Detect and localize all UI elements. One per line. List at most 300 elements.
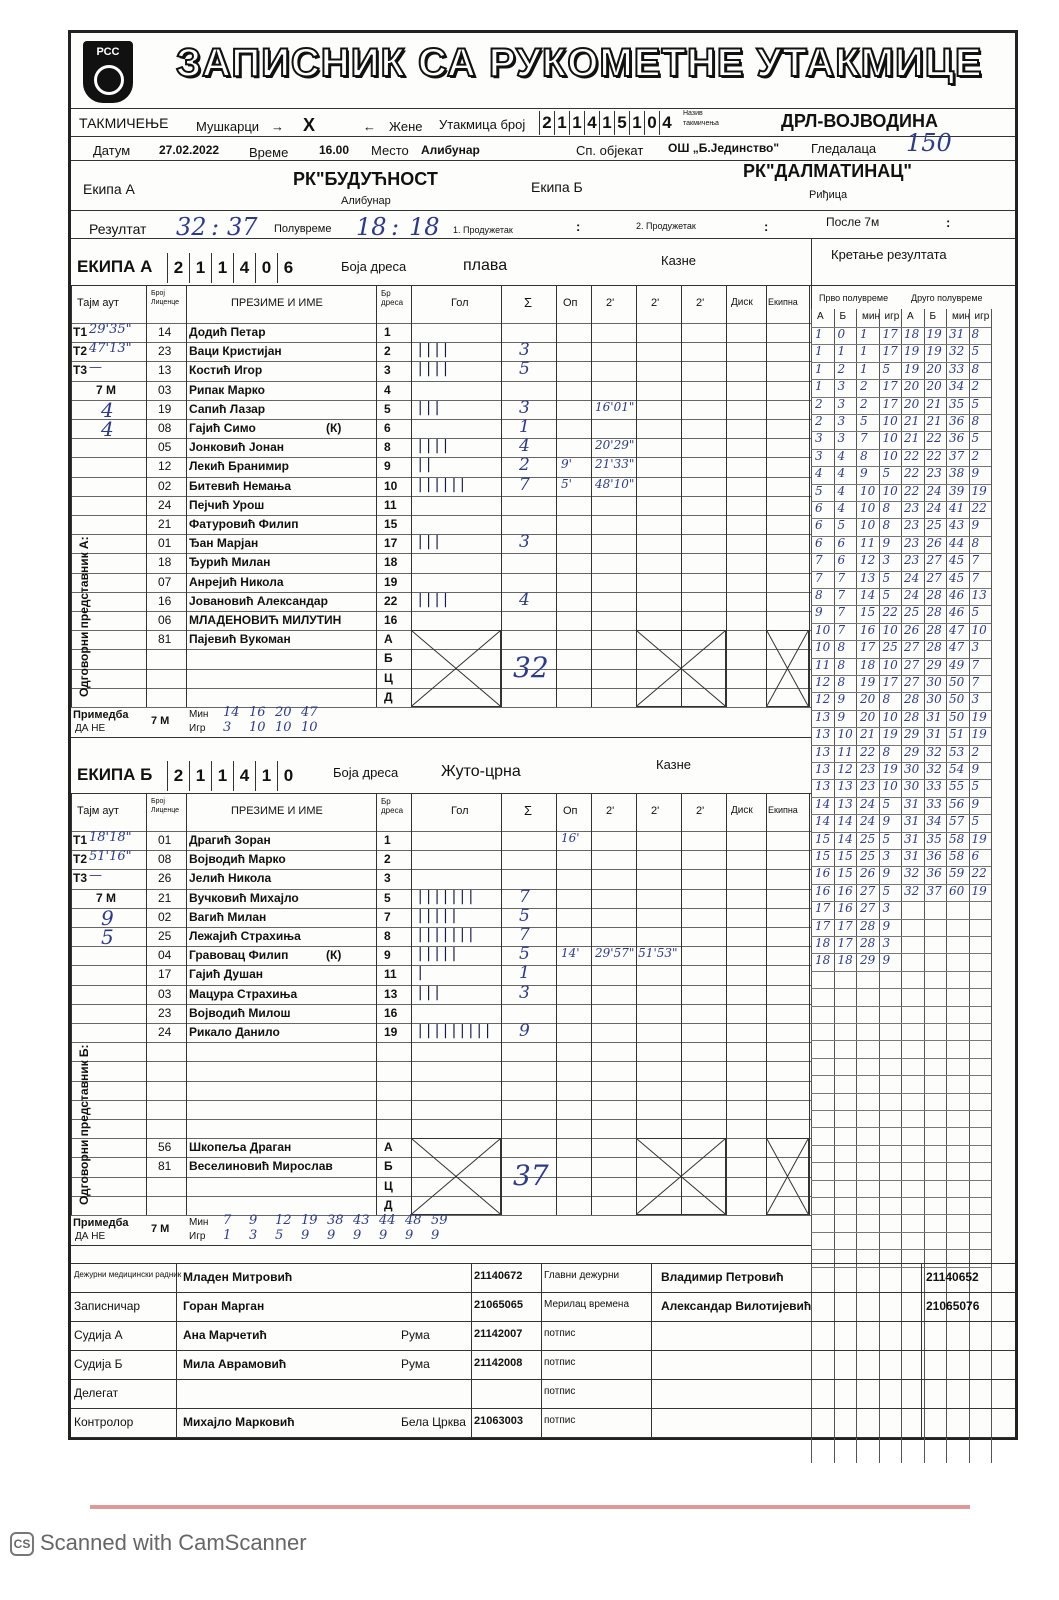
- score-cell: 49: [949, 657, 965, 672]
- team-b-jersey-color-label: Боја дреса: [333, 765, 399, 780]
- team-a-two-min-penalty: 21'33": [595, 457, 635, 472]
- team-code-digit: 6: [277, 253, 299, 283]
- team-a-goals-label: Гол: [451, 297, 469, 309]
- team-b-seven-m-minute: 9: [249, 1213, 258, 1228]
- team-a-warning: 5': [561, 476, 572, 491]
- score-cell: 9: [882, 814, 891, 829]
- score-cell: 45: [949, 570, 965, 585]
- team-a-jersey-color-label: Боја дреса: [341, 259, 407, 274]
- score-cell: 8: [837, 640, 846, 655]
- team-code-digit: 0: [255, 253, 277, 283]
- score-cell: 16: [815, 883, 831, 898]
- team-a-official-letter: А: [384, 632, 393, 647]
- camscanner-icon: CS: [10, 1532, 34, 1556]
- score-cell: 19: [971, 483, 987, 498]
- team-b-two-min-label: 2': [606, 805, 615, 817]
- score-cell: 15: [815, 849, 831, 863]
- score-cell: 25: [860, 849, 876, 863]
- score-cell: 24: [926, 501, 942, 515]
- score-cell: 50: [949, 692, 965, 707]
- score-cell: 10: [882, 779, 898, 794]
- team-b-player-licence: 21: [158, 890, 172, 905]
- team-b-goal-tally: |||||: [416, 946, 459, 963]
- score-cell: 10: [882, 709, 898, 724]
- score-cell: 21: [904, 431, 920, 446]
- team-b-player-name: Лежајић Страхиња: [189, 929, 301, 943]
- score-cell: 17: [837, 918, 853, 933]
- score-cell: 25: [904, 605, 920, 620]
- score-cell: 10: [815, 640, 831, 655]
- competition-name: ДРЛ-ВОЈВОДИНА: [781, 111, 938, 131]
- result-label: Резултат: [89, 221, 147, 237]
- score-cell: 31: [926, 727, 942, 742]
- score-cell: 29: [904, 744, 920, 759]
- official-id: 21063003: [474, 1415, 523, 1427]
- team-a-warning: 9': [561, 457, 572, 472]
- team-b-jersey-color: Жуто-црна: [441, 763, 521, 780]
- score-cell: 8: [971, 361, 980, 376]
- score-cell: 28: [860, 936, 876, 950]
- official-name: Ана Марчетић: [183, 1328, 267, 1342]
- team-b-player-name: Гравовац Филип: [189, 948, 289, 963]
- match-number-digit: 5: [614, 111, 629, 135]
- team-a-label: Екипа А: [83, 181, 135, 197]
- score-cell: 9: [971, 762, 980, 776]
- score-cell: 5: [971, 396, 980, 411]
- team-b-captain-mark: (К): [326, 948, 342, 963]
- score-cell: 1: [860, 344, 868, 359]
- match-number-digit: 0: [644, 111, 659, 135]
- score-cell: 6: [815, 535, 823, 550]
- score-cell: 10: [860, 518, 876, 533]
- women-label: Жене: [389, 119, 423, 134]
- score-cell: 5: [882, 466, 891, 481]
- score-col-header: мин: [952, 311, 970, 322]
- team-a-timeout-value: —: [89, 360, 102, 376]
- score-cell: 13: [815, 709, 831, 724]
- team-a-player-jersey-no: 1: [384, 325, 391, 339]
- score-cell: 5: [837, 518, 846, 533]
- team-b-seven-m-minute: 19: [301, 1213, 318, 1228]
- score-cell: 28: [904, 709, 920, 724]
- team-a-official-letter: Ц: [384, 670, 393, 685]
- score-cell: 16: [837, 883, 853, 898]
- score-cell: 19: [926, 327, 942, 341]
- score-cell: 6: [971, 849, 980, 863]
- team-a-player-jersey-no: 16: [384, 613, 398, 627]
- team-a-goal-sum: 3: [519, 397, 530, 418]
- team-b-goal-sum: 5: [519, 905, 530, 926]
- score-cell: 3: [815, 431, 823, 446]
- score-cell: 17: [882, 327, 898, 341]
- team-b-goal-sum: 7: [519, 925, 530, 945]
- score-cell: 15: [837, 866, 853, 881]
- score-cell: 23: [904, 553, 920, 568]
- after-7m-label: После 7м: [826, 215, 880, 229]
- score-cell: 24: [860, 796, 876, 811]
- official-role-label: Судија Б: [74, 1357, 123, 1371]
- team-a-name-label: ПРЕЗИМЕ И ИМЕ: [231, 297, 323, 309]
- score-cell: 10: [882, 622, 898, 637]
- score-cell: 32: [926, 762, 942, 776]
- team-b-two-min-label: 2': [651, 805, 660, 817]
- score-cell: 13: [971, 588, 987, 602]
- team-a-timeout-label: Тајм аут: [77, 297, 119, 309]
- score-cell: 29: [860, 953, 876, 968]
- official-id: 21142008: [474, 1357, 523, 1369]
- team-b-official-licence: 81: [158, 1159, 172, 1174]
- match-number-digit: 1: [599, 111, 614, 135]
- team-a-player-licence: 08: [158, 421, 172, 435]
- team-b-goal-tally: |||||||: [416, 927, 476, 943]
- date-value: 27.02.2022: [159, 143, 220, 157]
- score-cell: 12: [860, 553, 876, 568]
- team-b-goal-tally: |: [416, 965, 425, 982]
- team-b-player-name: Мацура Страхиња: [189, 986, 298, 1001]
- team-a-player-jersey-no: 15: [384, 517, 398, 531]
- score-cell: 47: [949, 622, 965, 637]
- score-cell: 8: [837, 657, 846, 672]
- team-code-digit: 2: [167, 253, 189, 283]
- team-b-player-jersey-no: 8: [384, 929, 391, 943]
- team-a-player-name: Ђурић Милан: [189, 555, 271, 570]
- score-cell: 6: [837, 535, 846, 550]
- team-b-two-min-penalty: 29'57" 51'53": [595, 946, 678, 961]
- official-city: Рума: [401, 1328, 430, 1342]
- team-b-remark-label: Примедба: [73, 1217, 129, 1229]
- score-cell: 18: [837, 953, 853, 968]
- team-b-goal-sum: 9: [519, 1021, 530, 1041]
- score-cell: 43: [949, 518, 965, 533]
- score-cell: 8: [860, 448, 868, 463]
- match-number-label: Утакмица број: [439, 117, 526, 132]
- men-label: Мушкарци: [196, 119, 260, 134]
- score-cell: 24: [904, 588, 920, 602]
- score-cell: 14: [837, 831, 853, 846]
- team-code-digit: 4: [233, 253, 255, 283]
- second-half-label: Друго полувреме: [911, 293, 983, 303]
- score-cell: 28: [926, 640, 942, 655]
- team-b-official-letter: Б: [384, 1159, 393, 1174]
- team-a-player-name: Анрејић Никола: [189, 574, 284, 589]
- score-cell: 14: [815, 814, 831, 829]
- team-a-goal-sum: 1: [519, 417, 530, 437]
- score-cell: 5: [882, 796, 891, 811]
- team-a-player-licence: 24: [158, 497, 172, 512]
- score-cell: 22: [926, 448, 942, 463]
- score-cell: 19: [971, 709, 987, 724]
- score-cell: 20: [860, 692, 876, 707]
- score-cell: 45: [949, 553, 965, 568]
- score-cell: 1: [815, 379, 823, 394]
- team-a-goal-tally: ||: [416, 457, 433, 474]
- team-a-player-name: Јовановић Александар: [189, 593, 328, 608]
- official-role-label: Контролор: [74, 1415, 134, 1429]
- team-a-two-min-penalty: 20'29": [595, 438, 635, 453]
- team-a-penalties-label: Казне: [661, 253, 697, 268]
- score-cell: 22: [926, 431, 942, 446]
- score-cell: 23: [860, 779, 876, 794]
- team-a-player-name: Додић Петар: [189, 325, 266, 339]
- team-a-player-licence: 16: [158, 593, 172, 608]
- team-b-player-licence: 01: [158, 833, 172, 847]
- score-cell: 17: [882, 675, 898, 689]
- team-b-player-jersey-no: 1: [384, 833, 391, 847]
- score-cell: 6: [815, 518, 823, 533]
- score-cell: 2: [837, 361, 846, 376]
- score-cell: 23: [904, 535, 920, 550]
- team-b-seven-m-minute: 43: [353, 1213, 370, 1228]
- score-cell: 24: [904, 570, 920, 585]
- halftime-a: 18: [356, 213, 387, 241]
- score-cell: 5: [882, 831, 891, 846]
- team-b-player-name: Вучковић Михајло: [189, 890, 299, 905]
- team-a-seven-m-value: 4: [101, 417, 114, 441]
- team-b-goal-tally: |||: [416, 984, 442, 1001]
- team-b-player-licence: 23: [158, 1005, 172, 1020]
- team-a-goal-tally: ||||: [416, 591, 450, 608]
- score-cell: 22: [971, 866, 987, 881]
- score-cell: 13: [837, 779, 853, 794]
- score-cell: 33: [926, 796, 942, 811]
- scanner-watermark: CS Scanned with CamScanner: [10, 1530, 307, 1556]
- team-b-min-label: Мин: [189, 1217, 209, 1228]
- score-cell: 57: [949, 814, 965, 829]
- score-cell: 31: [904, 796, 920, 811]
- score-cell: 26: [860, 866, 876, 881]
- venue-value: ОШ „Б.Јединство": [668, 141, 780, 155]
- score-cell: 5: [971, 431, 980, 446]
- score-cell: 7: [837, 588, 846, 602]
- team-b-player-jersey-no: 7: [384, 909, 391, 924]
- score-cell: 27: [904, 675, 920, 689]
- score-cell: 21: [926, 414, 942, 428]
- team-a-official-letter: Б: [384, 651, 393, 666]
- score-cell: 31: [904, 831, 920, 846]
- score-cell: 9: [971, 518, 980, 533]
- score-cell: 7: [837, 570, 846, 585]
- team-code-digit: 1: [189, 761, 211, 791]
- team-a-goal-sum: 2: [519, 455, 530, 476]
- score-cell: 22: [860, 744, 876, 759]
- score-cell: 1: [860, 361, 868, 376]
- score-cell: 2: [815, 414, 823, 428]
- score-cell: 22: [904, 448, 920, 463]
- score-cell: 7: [971, 657, 980, 672]
- score-cell: 13: [860, 570, 876, 585]
- time-label: Време: [249, 145, 289, 160]
- first-half-label: Прво полувреме: [819, 293, 889, 303]
- score-cell: 54: [949, 762, 965, 776]
- score-cell: 34: [949, 379, 965, 394]
- team-b-seven-m-value: 5: [101, 925, 114, 949]
- score-cell: 6: [837, 553, 846, 568]
- team-b-seven-m-player: 9: [379, 1228, 388, 1243]
- team-a-player-jersey-no: 18: [384, 555, 398, 570]
- score-cell: 36: [926, 849, 942, 863]
- score-cell: 17: [815, 901, 831, 916]
- team-a-player-jersey-no: 2: [384, 344, 391, 359]
- score-cell: 23: [860, 762, 876, 776]
- team-a-seven-m-label: 7 M: [96, 382, 117, 397]
- score-cell: 9: [971, 466, 980, 481]
- team-a-player-licence: 21: [158, 517, 172, 531]
- team-b-warn-label: Оп: [563, 805, 578, 817]
- team-a-seven-m-minute: 14: [223, 705, 240, 720]
- score-cell: 41: [949, 501, 965, 515]
- score-cell: 29: [904, 727, 920, 742]
- team-b-player-jersey-no: 3: [384, 871, 391, 886]
- score-cell: 31: [949, 327, 965, 341]
- official-id-2: 21140652: [926, 1270, 979, 1284]
- score-cell: 5: [882, 570, 891, 585]
- score-cell: 32: [904, 883, 920, 898]
- score-cell: 17: [882, 344, 898, 359]
- team-a-player-jersey-no: 6: [384, 421, 391, 435]
- score-cell: 8: [837, 675, 846, 689]
- score-col-header: игр: [884, 311, 900, 322]
- score-cell: 14: [815, 796, 831, 811]
- score-cell: 21: [860, 727, 876, 742]
- team-a-officials-penalty-cross: [636, 630, 726, 707]
- halftime-label: Полувреме: [274, 223, 332, 235]
- team-a-player-jersey-no: 19: [384, 574, 398, 589]
- team-a-responsible-label: Одговорни представник А:: [77, 536, 91, 697]
- team-b-official-name: Шкопеља Драган: [189, 1140, 292, 1155]
- team-a-two-min-label: 2': [651, 297, 660, 309]
- score-cell: 31: [926, 709, 942, 724]
- time-value: 16.00: [319, 143, 350, 157]
- score-cell: 10: [837, 727, 853, 742]
- team-b-sum-label: Σ: [524, 803, 533, 818]
- score-cell: 9: [815, 605, 823, 620]
- score-cell: 13: [815, 744, 831, 759]
- team-a-goal-sum: 4: [519, 436, 530, 457]
- team-a-seven-m-minute: 47: [301, 705, 318, 720]
- score-cell: 30: [926, 692, 942, 707]
- team-a-goal-sum: 7: [519, 474, 530, 495]
- score-cell: 14: [837, 814, 853, 829]
- team-a-officials-team-cross: [766, 630, 809, 707]
- team-a-goal-tally: |||: [416, 534, 442, 551]
- match-number-digit: 1: [554, 111, 569, 135]
- score-cell: 19: [904, 344, 920, 359]
- score-cell: 5: [882, 588, 891, 602]
- score-cell: 20: [926, 361, 942, 376]
- team-b-player-licence: 26: [158, 871, 172, 886]
- score-cell: 53: [949, 744, 965, 759]
- team-b-seven-m-label: 7 M: [96, 890, 117, 905]
- team-b-player-name: Војводић Милош: [189, 1005, 291, 1020]
- team-b-official-letter: А: [384, 1140, 393, 1155]
- score-cell: 1: [815, 344, 823, 359]
- team-a-official-name: Пајевић Вукоман: [189, 632, 291, 647]
- score-cell: 12: [837, 762, 853, 776]
- score-cell: 7: [815, 553, 823, 568]
- team-a-timeout-value: 29'35": [89, 322, 132, 337]
- team-a-goal-sum: 5: [519, 359, 530, 380]
- team-a-official-licence: 81: [158, 632, 172, 647]
- team-a-timeout-2: T2: [73, 344, 88, 359]
- team-b-label: Екипа Б: [531, 179, 583, 195]
- team-b-remark-yes-no: ДА НЕ: [75, 1231, 106, 1242]
- team-a-seven-m-minute: 20: [275, 705, 292, 720]
- team-b-player-name: Вагић Милан: [189, 909, 267, 924]
- team-b-officials-team-cross: [766, 1138, 809, 1215]
- score-cell: 10: [860, 483, 876, 498]
- federation-logo-icon: РСС: [83, 41, 133, 103]
- score-cell: 10: [882, 483, 898, 498]
- official-role-label-2: Главни дежурни: [544, 1270, 620, 1281]
- score-cell: 36: [949, 414, 965, 428]
- score-cell: 21: [904, 414, 920, 428]
- official-role-label-2: потпис: [544, 1328, 576, 1339]
- score-cell: 5: [971, 779, 980, 794]
- score-cell: 25: [882, 640, 898, 655]
- team-a-city: Алибунар: [341, 195, 391, 207]
- score-cell: 7: [971, 675, 980, 689]
- team-b-seven-m-player: 9: [405, 1228, 414, 1243]
- score-cell: 38: [949, 466, 965, 481]
- team-b-team-pen-label: Екипна: [768, 805, 798, 815]
- team-a-two-min-label: 2': [696, 297, 705, 309]
- team-b-seven-m-minute: 59: [431, 1213, 448, 1228]
- score-cell: 39: [949, 483, 965, 498]
- score-cell: 8: [971, 414, 980, 428]
- team-b-timeout-value: —: [89, 868, 102, 884]
- team-b-igr-label: Игр: [189, 1231, 206, 1242]
- team-a-player-jersey-no: 17: [384, 536, 398, 551]
- score-cell: 8: [882, 518, 891, 533]
- score-cell: 28: [926, 588, 942, 602]
- score-cell: 5: [815, 483, 823, 498]
- team-a-goal-sum: 4: [519, 589, 530, 610]
- overtime-2-label: 2. Продужетак: [636, 221, 696, 231]
- score-cell: 5: [971, 605, 980, 620]
- team-b-officials-goal-cross: [411, 1138, 501, 1215]
- score-cell: 6: [815, 501, 823, 515]
- score-cell: 19: [860, 675, 876, 689]
- team-a-two-min-penalty: 48'10": [595, 476, 635, 491]
- team-a-player-jersey-no: 22: [384, 593, 398, 608]
- score-cell: 28: [926, 605, 942, 620]
- team-a-seven-m-player: 10: [275, 720, 292, 735]
- score-cell: 35: [926, 831, 942, 846]
- match-number-digit: 1: [569, 111, 584, 135]
- score-cell: 11: [837, 744, 853, 759]
- official-role-label: Делегат: [74, 1386, 119, 1400]
- team-a-timeout-3: T3: [73, 363, 88, 378]
- team-a-goal-sum: 3: [519, 340, 530, 361]
- score-cell: 37: [926, 883, 942, 898]
- score-cell: 16: [815, 866, 831, 881]
- score-cell: 33: [949, 361, 965, 376]
- team-b-player-jersey-no: 11: [384, 967, 397, 982]
- score-cell: 10: [815, 622, 831, 637]
- score-cell: 21: [926, 396, 942, 411]
- team-b-warning: 14': [561, 946, 580, 961]
- team-a-seven-m-player: 3: [223, 720, 232, 735]
- team-b-official-licence: 56: [158, 1140, 172, 1155]
- official-city: Бела Црква: [401, 1415, 466, 1429]
- team-b-official-letter: Ц: [384, 1178, 393, 1193]
- team-a-player-licence: 01: [158, 536, 172, 551]
- team-a-goal-tally: |||: [416, 399, 442, 416]
- team-a-heading: ЕКИПА А: [77, 257, 153, 276]
- score-cell: 19: [971, 831, 987, 846]
- team-b-licence-label: Број Лиценце: [151, 798, 180, 814]
- match-number-digit: 4: [659, 111, 674, 135]
